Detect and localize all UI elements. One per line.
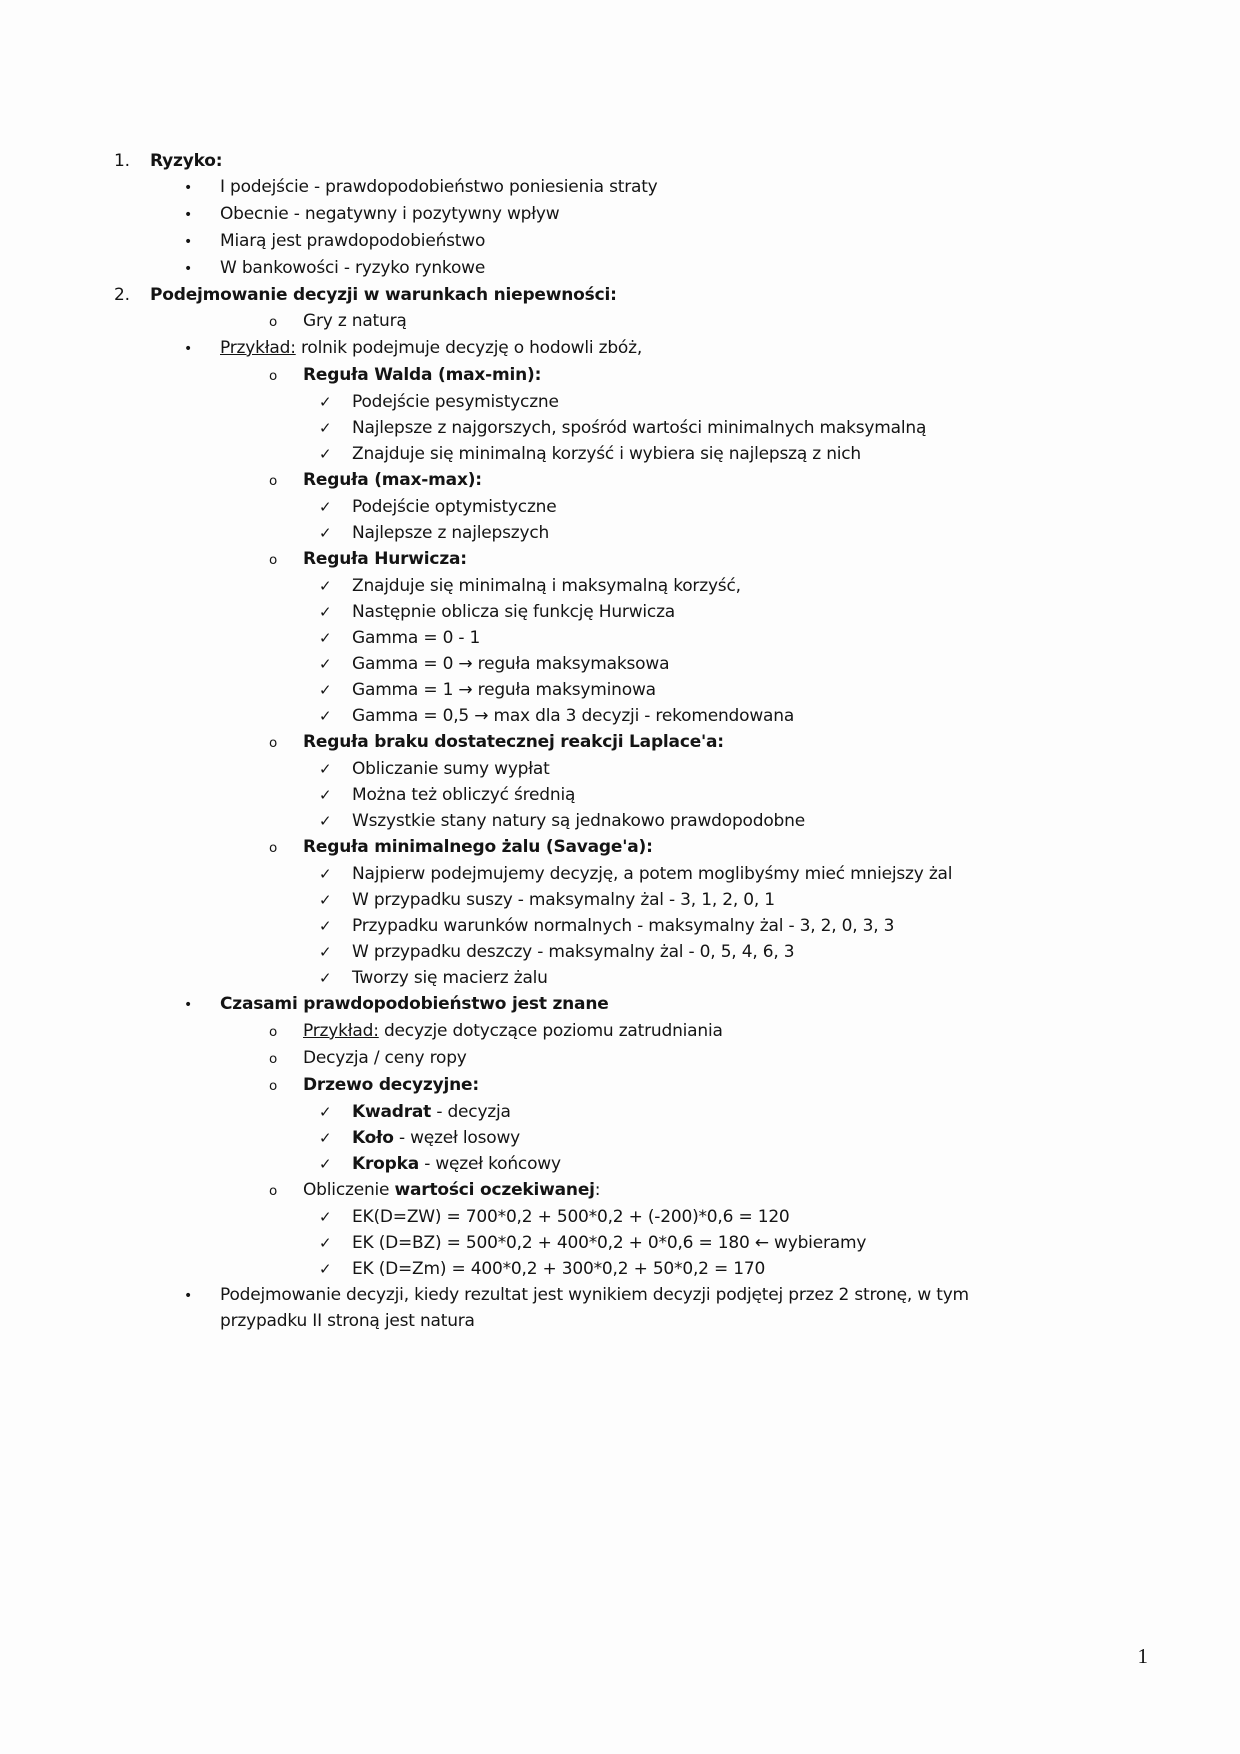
list-item xyxy=(0,756,1240,782)
text-segment: I podejście - prawdopodobieństwo poniesienia straty xyxy=(220,177,658,197)
list-item xyxy=(0,861,1240,887)
checkmark-icon: ✓ xyxy=(319,943,332,961)
checkmark-icon: ✓ xyxy=(319,1129,332,1147)
text-segment: Obliczanie sumy wypłat xyxy=(352,759,550,779)
checkmark-icon: ✓ xyxy=(319,969,332,987)
checkmark-icon: ✓ xyxy=(319,786,332,804)
text-segment: W bankowości - ryzyko rynkowe xyxy=(220,258,486,278)
text-segment: Ryzyko: xyxy=(150,151,223,171)
list-item-text xyxy=(352,389,1055,415)
list-item xyxy=(0,913,1240,939)
text-segment: Przypadku warunków normalnych - maksymalny żal - 3, 2, 0, 3, 3 xyxy=(352,916,895,936)
list-item-text xyxy=(352,1204,1055,1230)
text-segment: : xyxy=(594,1180,601,1200)
list-item xyxy=(0,1045,1240,1072)
list-item xyxy=(0,201,1240,228)
list-item-text xyxy=(352,1125,1055,1151)
bullet-disc-icon: • xyxy=(184,341,193,357)
text-segment: Najlepsze z najgorszych, spośród wartości minimalnych maksymalną xyxy=(352,418,927,438)
checkmark-icon: ✓ xyxy=(319,445,332,463)
list-item xyxy=(0,335,1240,362)
list-item-text xyxy=(352,1230,1055,1256)
list-item xyxy=(0,1072,1240,1099)
text-segment: Podejście pesymistyczne xyxy=(352,392,559,412)
text-segment: Podejmowanie decyzji w warunkach niepewności: xyxy=(150,285,617,305)
bullet-circle-icon: o xyxy=(269,314,278,330)
bullet-circle-icon: o xyxy=(269,368,278,384)
text-segment: Gry z naturą xyxy=(303,311,407,331)
text-segment: Przykład: xyxy=(220,338,296,358)
list-item xyxy=(0,965,1240,991)
list-item xyxy=(0,599,1240,625)
list-item xyxy=(0,703,1240,729)
text-segment: Znajduje się minimalną korzyść i wybiera się najlepszą z nich xyxy=(352,444,862,464)
list-item-text xyxy=(352,494,1055,520)
list-item-text xyxy=(352,861,1055,887)
list-item xyxy=(0,1230,1240,1256)
bullet-disc-icon: • xyxy=(184,234,193,250)
text-segment: Obliczenie xyxy=(303,1180,395,1200)
list-item xyxy=(0,1282,1240,1334)
list-item-text xyxy=(352,703,1055,729)
text-segment: Gamma = 0,5 → max dla 3 decyzji - rekomendowana xyxy=(352,706,795,726)
bullet-disc-icon: • xyxy=(184,180,193,196)
text-segment: - węzeł losowy xyxy=(393,1128,521,1148)
text-segment: Wszystkie stany natury są jednakowo prawdopodobne xyxy=(352,811,805,831)
list-item xyxy=(0,1151,1240,1177)
bullet-disc-icon: • xyxy=(184,207,193,223)
list-item-text xyxy=(220,255,1055,281)
text-segment: Reguła minimalnego żalu (Savage'a): xyxy=(303,837,653,857)
bullet-circle-icon: o xyxy=(269,1024,278,1040)
list-item-text xyxy=(303,467,1055,493)
text-segment: wartości oczekiwanej xyxy=(394,1180,595,1200)
list-item xyxy=(0,255,1240,282)
list-item xyxy=(0,834,1240,861)
text-segment: W przypadku suszy - maksymalny żal - 3, 1, 2, 0, 1 xyxy=(352,890,775,910)
text-segment: Reguła (max-max): xyxy=(303,470,482,490)
list-item-text xyxy=(352,913,1055,939)
checkmark-icon: ✓ xyxy=(319,707,332,725)
list-item-text xyxy=(352,651,1055,677)
checkmark-icon: ✓ xyxy=(319,419,332,437)
list-item-text xyxy=(303,1045,1055,1071)
list-item-text xyxy=(352,1256,1055,1282)
checkmark-icon: ✓ xyxy=(319,812,332,830)
list-item-text xyxy=(352,808,1055,834)
text-segment: Najpierw podejmujemy decyzję, a potem moglibyśmy mieć mniejszy żal xyxy=(352,864,953,884)
list-item-text xyxy=(220,201,1055,227)
text-segment: Gamma = 0 - 1 xyxy=(352,628,481,648)
list-item xyxy=(0,441,1240,467)
list-item-text xyxy=(220,335,1055,361)
list-item xyxy=(0,546,1240,573)
text-segment: Czasami prawdopodobieństwo jest znane xyxy=(220,994,609,1014)
list-item-text xyxy=(352,782,1055,808)
text-segment: Decyzja / ceny ropy xyxy=(303,1048,467,1068)
list-item-text xyxy=(352,756,1055,782)
text-segment: Kropka xyxy=(352,1154,419,1174)
list-item-text xyxy=(303,308,1055,334)
list-item xyxy=(0,1099,1240,1125)
checkmark-icon: ✓ xyxy=(319,629,332,647)
text-segment: Można też obliczyć średnią xyxy=(352,785,576,805)
text-segment: Koło xyxy=(352,1128,394,1148)
text-segment: Reguła braku dostatecznej reakcji Laplace'a: xyxy=(303,732,724,752)
text-segment: Następnie oblicza się funkcję Hurwicza xyxy=(352,602,676,622)
list-item-text xyxy=(352,939,1055,965)
text-segment: Podejście optymistyczne xyxy=(352,497,557,517)
bullet-circle-icon: o xyxy=(269,473,278,489)
list-item-text xyxy=(303,546,1055,572)
bullet-circle-icon: o xyxy=(269,1051,278,1067)
list-item-text xyxy=(220,174,1055,200)
checkmark-icon: ✓ xyxy=(319,1208,332,1226)
checkmark-icon: ✓ xyxy=(319,1155,332,1173)
text-segment: - węzeł końcowy xyxy=(418,1154,561,1174)
text-segment: Miarą jest prawdopodobieństwo xyxy=(220,231,486,251)
list-item xyxy=(0,808,1240,834)
checkmark-icon: ✓ xyxy=(319,577,332,595)
list-item-text xyxy=(150,282,1055,308)
text-segment: Reguła Walda (max-min): xyxy=(303,365,542,385)
text-segment: Gamma = 0 → reguła maksymaksowa xyxy=(352,654,670,674)
bullet-disc-icon: • xyxy=(184,997,193,1013)
checkmark-icon: ✓ xyxy=(319,681,332,699)
checkmark-icon: ✓ xyxy=(319,865,332,883)
list-item xyxy=(0,148,1240,174)
bullet-circle-icon: o xyxy=(269,840,278,856)
list-item-text xyxy=(352,415,1055,441)
list-item-text xyxy=(352,965,1055,991)
list-item-text xyxy=(303,1072,1055,1098)
checkmark-icon: ✓ xyxy=(319,760,332,778)
list-item-text xyxy=(352,1151,1055,1177)
list-item-text xyxy=(352,599,1055,625)
bullet-circle-icon: o xyxy=(269,735,278,751)
list-item xyxy=(0,1125,1240,1151)
list-item xyxy=(0,174,1240,201)
list-item xyxy=(0,1018,1240,1045)
list-item xyxy=(0,494,1240,520)
list-item xyxy=(0,782,1240,808)
text-segment: EK (D=Zm) = 400*0,2 + 300*0,2 + 50*0,2 = 170 xyxy=(352,1259,766,1279)
page-number: 1 xyxy=(1137,1644,1148,1668)
list-item xyxy=(0,520,1240,546)
text-segment: Drzewo decyzyjne: xyxy=(303,1075,479,1095)
list-item xyxy=(0,991,1240,1018)
list-number: 2. xyxy=(114,285,130,305)
text-segment: - decyzja xyxy=(431,1102,511,1122)
checkmark-icon: ✓ xyxy=(319,655,332,673)
list-item xyxy=(0,1177,1240,1204)
list-item xyxy=(0,625,1240,651)
list-item xyxy=(0,651,1240,677)
list-item xyxy=(0,729,1240,756)
bullet-disc-icon: • xyxy=(184,1288,193,1304)
list-item xyxy=(0,1204,1240,1230)
list-item-text xyxy=(352,1099,1055,1125)
bullet-circle-icon: o xyxy=(269,1078,278,1094)
text-segment: EK(D=ZW) = 700*0,2 + 500*0,2 + (-200)*0,6 = 120 xyxy=(352,1207,790,1227)
list-item xyxy=(0,467,1240,494)
list-item xyxy=(0,228,1240,255)
list-item-text xyxy=(352,573,1055,599)
text-segment: Znajduje się minimalną i maksymalną korzyść, xyxy=(352,576,741,596)
checkmark-icon: ✓ xyxy=(319,1234,332,1252)
list-item xyxy=(0,677,1240,703)
list-item-text xyxy=(150,148,1055,174)
list-item-text xyxy=(303,729,1055,755)
list-item-text xyxy=(303,1018,1055,1044)
checkmark-icon: ✓ xyxy=(319,393,332,411)
text-segment: W przypadku deszczy - maksymalny żal - 0, 5, 4, 6, 3 xyxy=(352,942,795,962)
list-item-text xyxy=(352,887,1055,913)
text-segment: Najlepsze z najlepszych xyxy=(352,523,550,543)
text-segment: Podejmowanie decyzji, kiedy rezultat jest wynikiem decyzji podjętej przez 2 stronę, w tym przypadku II stroną jest natura xyxy=(220,1285,969,1331)
list-item xyxy=(0,939,1240,965)
bullet-circle-icon: o xyxy=(269,1183,278,1199)
list-item-text xyxy=(303,834,1055,860)
list-item-text xyxy=(352,520,1055,546)
list-item xyxy=(0,389,1240,415)
checkmark-icon: ✓ xyxy=(319,524,332,542)
text-segment: EK (D=BZ) = 500*0,2 + 400*0,2 + 0*0,6 = 180 ← wybieramy xyxy=(352,1233,867,1253)
list-item xyxy=(0,887,1240,913)
list-item xyxy=(0,362,1240,389)
list-item-text xyxy=(303,1177,1055,1203)
text-segment: Tworzy się macierz żalu xyxy=(352,968,548,988)
text-segment: decyzje dotyczące poziomu zatrudniania xyxy=(378,1021,723,1041)
checkmark-icon: ✓ xyxy=(319,891,332,909)
list-item-text xyxy=(220,991,1055,1017)
notes-list xyxy=(0,148,1240,1334)
bullet-disc-icon: • xyxy=(184,261,193,277)
list-item xyxy=(0,573,1240,599)
text-segment: Gamma = 1 → reguła maksyminowa xyxy=(352,680,656,700)
list-item-text xyxy=(352,677,1055,703)
checkmark-icon: ✓ xyxy=(319,1260,332,1278)
list-item-text xyxy=(220,1282,1055,1334)
list-item-text xyxy=(352,441,1055,467)
bullet-circle-icon: o xyxy=(269,552,278,568)
list-item xyxy=(0,415,1240,441)
checkmark-icon: ✓ xyxy=(319,917,332,935)
text-segment: Obecnie - negatywny i pozytywny wpływ xyxy=(220,204,560,224)
list-number: 1. xyxy=(114,151,130,171)
text-segment: rolnik podejmuje decyzję o hodowli zbóż, xyxy=(295,338,643,358)
text-segment: Przykład: xyxy=(303,1021,379,1041)
list-item xyxy=(0,308,1240,335)
list-item-text xyxy=(303,362,1055,388)
list-item-text xyxy=(352,625,1055,651)
text-segment: Kwadrat xyxy=(352,1102,432,1122)
list-item xyxy=(0,1256,1240,1282)
text-segment: Reguła Hurwicza: xyxy=(303,549,467,569)
list-item xyxy=(0,282,1240,308)
checkmark-icon: ✓ xyxy=(319,1103,332,1121)
list-item-text xyxy=(220,228,1055,254)
checkmark-icon: ✓ xyxy=(319,603,332,621)
checkmark-icon: ✓ xyxy=(319,498,332,516)
